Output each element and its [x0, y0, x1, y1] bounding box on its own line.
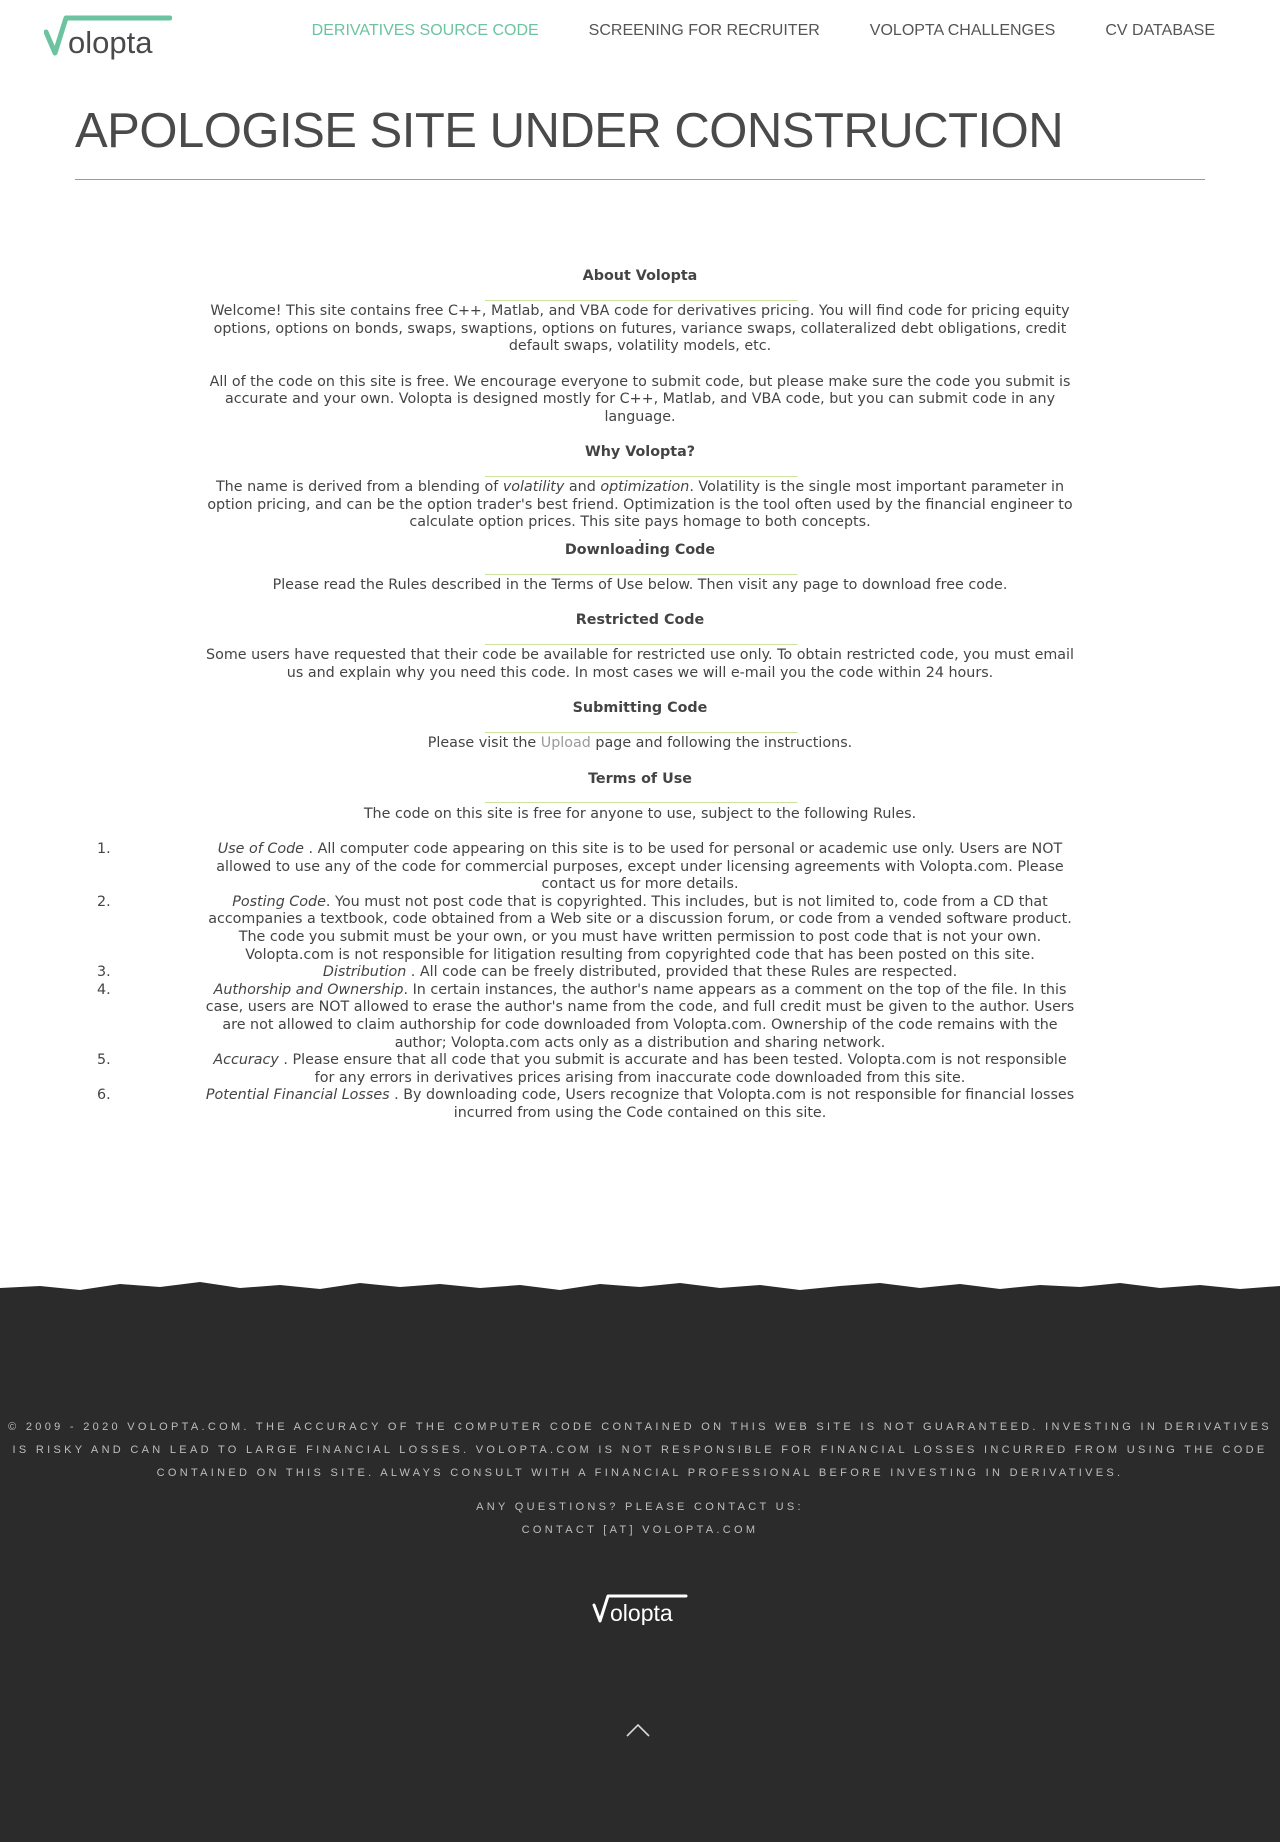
section-rule: ________________________________________________________________: [484, 286, 796, 301]
title-divider: [75, 179, 1205, 180]
why-trailing-dot: .: [637, 528, 643, 545]
terms-rules-list: [97, 841, 1075, 1123]
footer-disclaimer: © 2009 - 2020 VOLOPTA.COM. THE ACCURACY OF THE COMPUTER CODE CONTAINED ON THIS WEB SITE IS NOT GUARANTEED. INVESTING IN DERIVATIVES IS RISKY AND CAN LEAD TO LARGE FINANCIAL LOSSES. VOLOPTA.COM IS NOT RESPONSIBLE FOR FINANCIAL LOSSES INCURRED FROM USING THE CODE CONTAINED ON THIS SITE. ALWAYS CONSULT WITH A FINANCIAL PROFESSIONAL BEFORE INVESTING IN DERIVATIVES.: [8, 1421, 1272, 1479]
restricted-paragraph: Some users have requested that their code be available for restricted use only. To obtain restricted code, you must email us and explain why you need this code. In most cases we will e-mail you the code within 24 hours.: [206, 647, 1074, 682]
about-paragraph-1: Welcome! This site contains free C++, Matlab, and VBA code for derivatives pricing. You will find code for pricing equity options, options on bonds, swaps, swaptions, options on futures, variance swaps, collateralized debt obligations, credit default swaps, volatility models, etc.: [210, 303, 1070, 355]
list-item: 2. Posting Code. You must not post code that is copyrighted. This includes, but is not limited to, code from a CD that accompanies a textbook, code obtained from a Web site or a discussion forum, or code from a vended software product. The code you submit must be your own, or you must have written permission to post code that is not your own. Volopta.com is not responsible for litigation resulting from copyrighted code that has been posted on this site.: [97, 893, 1072, 963]
site-header: [0, 0, 1280, 72]
section-heading-about: About Volopta: [582, 268, 698, 284]
list-item: 4. Authorship and Ownership. In certain instances, the author's name appears as a comment on the top of the file. In this case, users are NOT allowed to erase the author's name from the code, and full credit must be given to the author. Users are not allowed to claim authorship for code downloaded from Volopta.com. Ownership of the code remains with the author; Volopta.com acts only as a distribution and sharing network.: [97, 981, 1075, 1051]
section-rule: ________________________________________________________________: [484, 560, 796, 575]
section-rule: ________________________________________________________________: [484, 462, 796, 477]
footer-torn-edge-background: [0, 1278, 1280, 1842]
volopta-logo[interactable]: [44, 14, 172, 60]
downloading-paragraph: Please read the Rules described in the Terms of Use below. Then visit any page to download free code.: [272, 577, 1008, 594]
nav-cv-database[interactable]: CV DATABASE: [1105, 22, 1215, 39]
section-heading-downloading: Downloading Code: [564, 541, 716, 558]
nav-derivatives-source-code[interactable]: DERIVATIVES SOURCE CODE: [311, 22, 539, 39]
list-item: 5. Accuracy . Please ensure that all code that you submit is accurate and has been tested. Volopta.com is not responsible for any errors in derivatives prices arising from inaccurate code downloaded from this site.: [97, 1052, 1067, 1086]
main-nav: [312, 22, 1280, 40]
terms-intro: The code on this site is free for anyone to use, subject to the following Rules.: [363, 805, 917, 822]
contact-email[interactable]: CONTACT [AT] VOLOPTA.COM: [521, 1524, 759, 1536]
about-paragraph-2: All of the code on this site is free. We encourage everyone to submit code, but please make sure the code you submit is accurate and your own. Volopta is designed mostly for C++, Matlab, and VBA code, but you can submit code in any language.: [209, 373, 1071, 425]
section-heading-submitting: Submitting Code: [572, 700, 708, 717]
list-item: 6. Potential Financial Losses . By downloading code, Users recognize that Volopta.com is not responsible for financial losses incurred from using the Code contained on this site.: [97, 1087, 1075, 1121]
main-content: [97, 268, 1075, 1123]
section-heading-restricted: Restricted Code: [575, 612, 705, 629]
section-rule: ________________________________________________________________: [484, 789, 796, 804]
footer-contact: [0, 1496, 1280, 1542]
contact-prompt: ANY QUESTIONS? PLEASE CONTACT US:: [476, 1501, 804, 1513]
submitting-paragraph: Please visit the Upload page and following the instructions.: [427, 735, 853, 752]
svg-text:olopta: olopta: [68, 25, 153, 60]
page-title: APOLOGISE SITE UNDER CONSTRUCTION: [75, 104, 1064, 158]
section-rule: ________________________________________________________________: [484, 630, 796, 645]
svg-text:olopta: olopta: [610, 1600, 673, 1625]
section-heading-terms: Terms of Use: [588, 770, 692, 787]
chevron-up-icon[interactable]: [626, 1722, 650, 1738]
footer-volopta-logo[interactable]: [592, 1593, 688, 1625]
section-heading-why: Why Volopta?: [584, 443, 696, 460]
list-item: 3. Distribution . All code can be freely distributed, provided that these Rules are respected.: [97, 964, 958, 981]
upload-link[interactable]: Upload: [540, 735, 591, 752]
site-footer: [0, 1278, 1280, 1842]
nav-volopta-challenges[interactable]: VOLOPTA CHALLENGES: [869, 22, 1056, 39]
list-item: 1. Use of Code . All computer code appearing on this site is to be used for personal or academic use only. Users are NOT allowed to use any of the code for commercial purposes, except under licensing agreements with Volopta.com. Please contact us for more details.: [97, 841, 1064, 893]
why-paragraph: The name is derived from a blending of volatility and optimization. Volatility is the single most important parameter in option pricing, and can be the option trader's best friend. Optimization is the tool often used by the financial engineer to calculate option prices. This site pays homage to both concepts.: [207, 479, 1073, 531]
nav-screening-for-recruiter[interactable]: SCREENING FOR RECRUITER: [588, 22, 820, 39]
section-rule: ________________________________________________________________: [484, 718, 796, 733]
